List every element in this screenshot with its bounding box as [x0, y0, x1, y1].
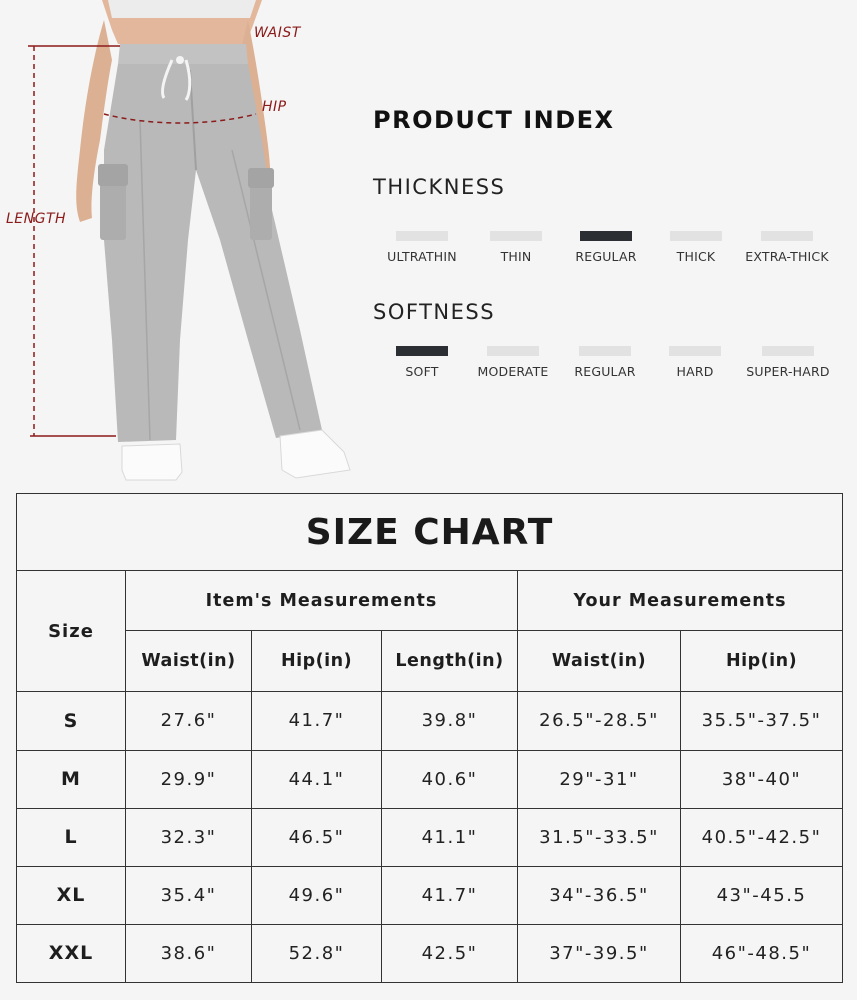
waist-label: WAIST [254, 25, 301, 41]
thickness-title: THICKNESS [373, 175, 506, 199]
scale-bar [487, 346, 539, 356]
item-length-cell: 39.8" [382, 692, 518, 750]
item-hip-cell: 52.8" [252, 924, 382, 982]
item-hip-header: Hip(in) [252, 631, 382, 692]
left-shoe [122, 444, 182, 480]
length-label: LENGTH [6, 211, 67, 227]
scale-bar [762, 346, 814, 356]
scale-bar [669, 346, 721, 356]
table-row [17, 808, 843, 866]
item-waist-cell: 29.9" [126, 750, 252, 808]
table-row [17, 692, 843, 750]
your-measurements-header: Your Measurements [518, 571, 843, 631]
your-hip-cell: 43"-45.5 [681, 866, 843, 924]
your-hip-cell: 40.5"-42.5" [681, 808, 843, 866]
size-chart-table [16, 493, 843, 983]
softness-option: HARD [649, 346, 741, 379]
item-hip-cell: 44.1" [252, 750, 382, 808]
thickness-option: THIN [470, 231, 562, 264]
item-waist-cell: 38.6" [126, 924, 252, 982]
your-waist-cell: 37"-39.5" [518, 924, 681, 982]
table-row [17, 924, 843, 982]
thickness-scale [376, 231, 846, 271]
crop-top [108, 0, 256, 18]
your-waist-header: Waist(in) [518, 631, 681, 692]
item-measurements-header: Item's Measurements [126, 571, 518, 631]
softness-option: MODERATE [467, 346, 559, 379]
scale-bar [490, 231, 542, 241]
product-figure [0, 0, 370, 490]
softness-option: SOFT [376, 346, 468, 379]
item-hip-cell: 41.7" [252, 692, 382, 750]
your-waist-cell: 31.5"-33.5" [518, 808, 681, 866]
thickness-option: REGULAR [560, 231, 652, 264]
scale-bar [761, 231, 813, 241]
pants-illustration [0, 0, 370, 490]
scale-bar [396, 231, 448, 241]
softness-option: SUPER-HARD [742, 346, 834, 379]
product-index-title: PRODUCT INDEX [373, 106, 615, 134]
your-hip-cell: 35.5"-37.5" [681, 692, 843, 750]
item-waist-cell: 32.3" [126, 808, 252, 866]
size-cell: XXL [17, 924, 126, 982]
right-shoe [280, 430, 350, 478]
your-waist-cell: 26.5"-28.5" [518, 692, 681, 750]
your-waist-cell: 34"-36.5" [518, 866, 681, 924]
softness-title: SOFTNESS [373, 300, 496, 324]
scale-bar [396, 346, 448, 356]
item-waist-cell: 27.6" [126, 692, 252, 750]
thickness-option: EXTRA-THICK [741, 231, 833, 264]
thickness-option: THICK [650, 231, 742, 264]
size-cell: M [17, 750, 126, 808]
your-waist-cell: 29"-31" [518, 750, 681, 808]
table-row [17, 866, 843, 924]
item-hip-cell: 49.6" [252, 866, 382, 924]
hip-label: HIP [262, 99, 287, 115]
size-cell: S [17, 692, 126, 750]
your-hip-header: Hip(in) [681, 631, 843, 692]
table-row [17, 750, 843, 808]
size-chart-title: SIZE CHART [17, 494, 843, 571]
scale-bar [579, 346, 631, 356]
size-cell: L [17, 808, 126, 866]
item-waist-header: Waist(in) [126, 631, 252, 692]
item-length-cell: 41.7" [382, 866, 518, 924]
item-length-cell: 40.6" [382, 750, 518, 808]
scale-bar [580, 231, 632, 241]
size-cell: XL [17, 866, 126, 924]
item-hip-cell: 46.5" [252, 808, 382, 866]
size-column-header: Size [17, 571, 126, 692]
scale-bar [670, 231, 722, 241]
softness-option: REGULAR [559, 346, 651, 379]
item-waist-cell: 35.4" [126, 866, 252, 924]
softness-scale [376, 346, 846, 386]
your-hip-cell: 46"-48.5" [681, 924, 843, 982]
item-length-cell: 41.1" [382, 808, 518, 866]
item-length-header: Length(in) [382, 631, 518, 692]
item-length-cell: 42.5" [382, 924, 518, 982]
thickness-option: ULTRATHIN [376, 231, 468, 264]
your-hip-cell: 38"-40" [681, 750, 843, 808]
